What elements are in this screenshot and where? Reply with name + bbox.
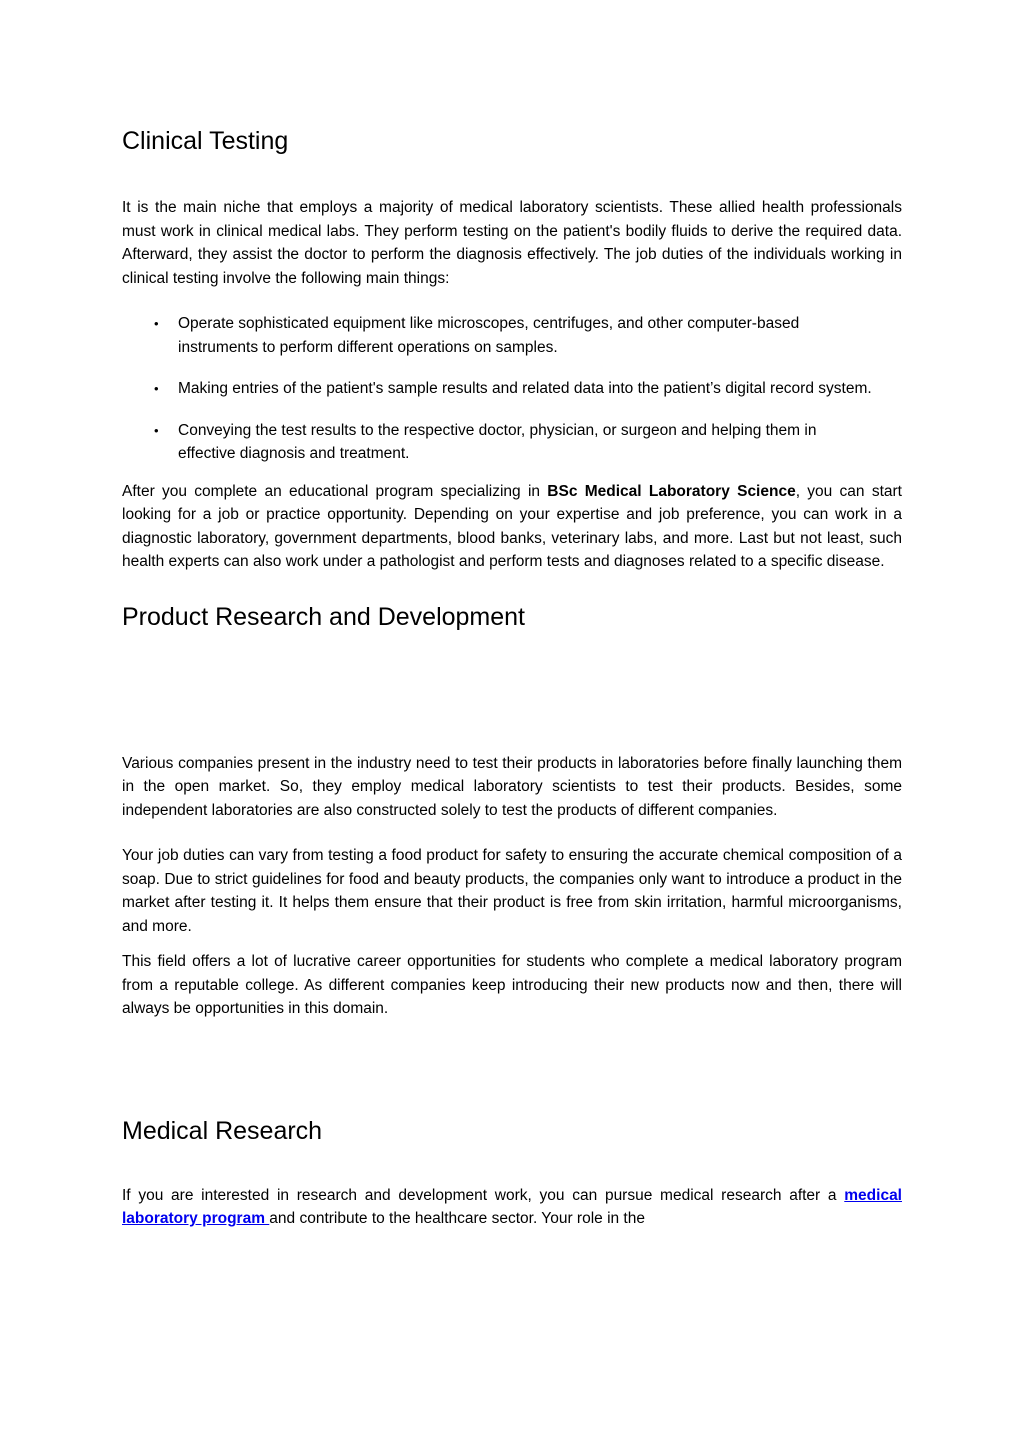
paragraph-various-companies: Various companies present in the industry need to test their products in laboratories before finally launching them in the open market. So, they employ medical laboratory scientists to test their products. Besides, some independent laboratories are also constructed solely to test the products of different companies. [122, 754, 902, 819]
paragraph-text: and contribute to the healthcare sector. Your role in the [269, 1210, 645, 1227]
paragraph-medical-research [122, 1184, 902, 1231]
bullet-icon: • [154, 422, 159, 438]
list-item-text: Operate sophisticated equipment like microscopes, centrifuges, and other computer-based instruments to perform different operations on samples. [178, 315, 800, 356]
paragraph-text: If you are interested in research and development work, you can pursue medical research after a [122, 1186, 845, 1204]
bold-text-bsc-medical-laboratory-science: BSc Medical Laboratory Science [547, 482, 796, 500]
document-content [122, 0, 902, 1231]
list-item-text: Making entries of the patient's sample results and related data into the patient’s digital record system. [178, 380, 872, 397]
bullet-icon: • [154, 381, 159, 396]
bullet-icon: • [154, 316, 159, 331]
paragraph-text: , you can start looking for a job or practice opportunity. Depending on your expertise and job preference, you can work in a diagnostic laboratory, government departments, blood banks, veterinary labs, and more. Last but not least, such health experts can also work under a pathologist and perform tests and diagnoses related to a specific disease. [122, 482, 902, 570]
section-heading-product-research: Product Research and Development [122, 602, 526, 631]
paragraph-after-program [122, 480, 902, 574]
job-duties-list [122, 312, 902, 466]
list-item-text: Conveying the test results to the respective doctor, physician, or surgeon and helping them in effective diagnosis and treatment. [178, 421, 817, 462]
medical-laboratory-program-link[interactable]: medical laboratory program [122, 1186, 902, 1227]
paragraph-career-opportunities: This field offers a lot of lucrative career opportunities for students who complete a medical laboratory program from a reputable college. As different companies keep introducing their new products now and then, there will always be opportunities in this domain. [122, 953, 902, 1017]
list-item [154, 419, 902, 466]
section-heading-medical-research: Medical Research [122, 1116, 323, 1145]
paragraph-clinical-intro: It is the main niche that employs a majority of medical laboratory scientists. These allied health professionals must work in clinical medical labs. They perform testing on the patient's bodily fluids to derive the required data. Afterward, they assist the doctor to perform the diagnosis effectively. The job duties of the individuals working in clinical testing involve the following main things: [122, 199, 902, 287]
paragraph-job-duties: Your job duties can vary from testing a food product for safety to ensuring the accurate chemical composition of a soap. Due to strict guidelines for food and beauty products, the companies only want to introduce a product in the market after testing it. It helps them ensure that their product is free from skin irritation, harmful microorganisms, and more. [122, 847, 902, 935]
section-heading-clinical-testing: Clinical Testing [122, 127, 289, 155]
paragraph-text: After you complete an educational program specializing in [122, 482, 548, 500]
list-item [154, 312, 902, 359]
list-item [154, 377, 902, 401]
